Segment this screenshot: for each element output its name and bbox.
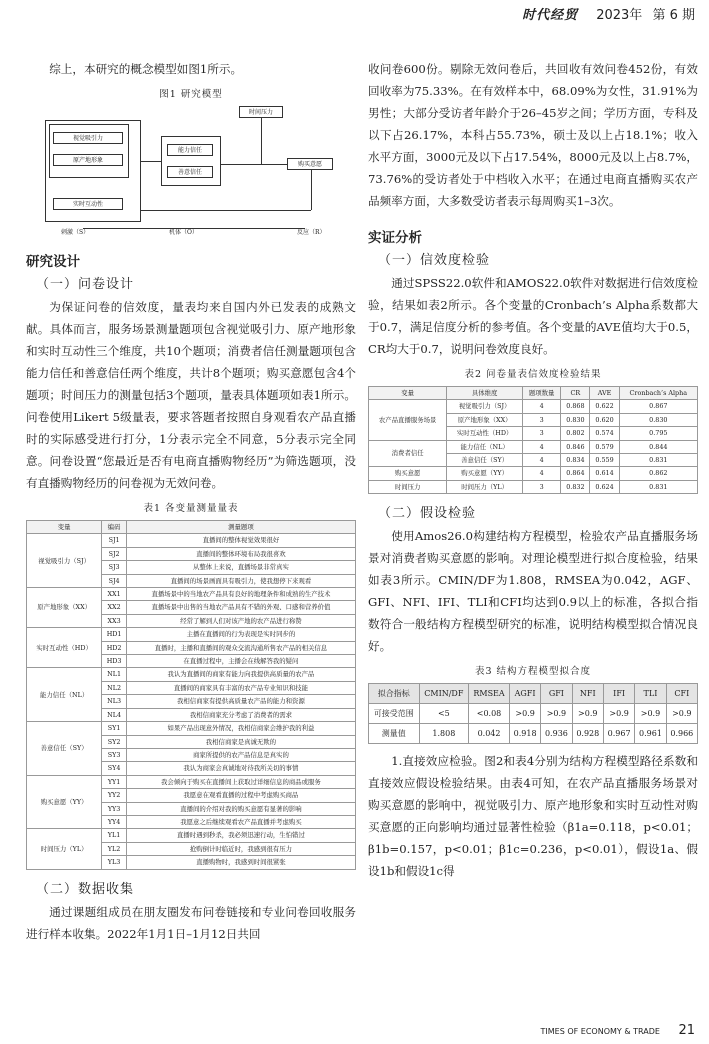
- page-number: 21: [678, 1023, 695, 1038]
- item-cell: 直播间的场景画面具有吸引力，使我想停下来观看: [126, 574, 355, 587]
- code-cell: YY4: [102, 815, 127, 828]
- variable-cell: 农产品直播服务场景: [369, 400, 447, 440]
- value-cell: 0.624: [590, 480, 619, 493]
- item-cell: 直播间的介绍对我的购买意愿有显著的影响: [126, 802, 355, 815]
- subheading-hypothesis: （二）假设检验: [378, 506, 477, 522]
- code-cell: NL2: [102, 681, 127, 694]
- visual-appeal-box: 视觉吸引力: [53, 132, 123, 144]
- code-cell: NL3: [102, 695, 127, 708]
- item-cell: 我相信商家充分考虑了消费者的需求: [126, 708, 355, 721]
- value-cell: >0.9: [635, 704, 666, 724]
- table-row: [27, 829, 356, 842]
- variable-cell: 实时互动性（HD）: [27, 628, 102, 668]
- subheading-questionnaire: （一）问卷设计: [36, 277, 135, 292]
- variable-cell: 时间压力（YL）: [27, 829, 102, 869]
- table-header-cell: CR: [561, 387, 590, 400]
- table-row: [27, 588, 356, 601]
- value-cell: 0.862: [619, 467, 697, 480]
- code-cell: SY3: [102, 748, 127, 761]
- table-header-cell: 具体维度: [447, 387, 523, 400]
- code-cell: HD1: [102, 628, 127, 641]
- running-header: [522, 4, 695, 23]
- table-header-cell: 拟合指标: [369, 684, 420, 704]
- sample-paragraph: 收问卷600份。剔除无效问卷后，共回收有效问卷452份，有效回收率为75.33%。在有效样本中，68.09%为女性，31.91%为男性；大部分受访者年龄介于26–45岁之间；学历方面，专科及以下占26.17%，本科占55.73%，硕士及以上占18.1%；收入水平方面，3000元及以下占17.54%，8000元及以上占8.7%，73.76%的受访者处于中档收入水平；在通过电商直播购买农产品频率方面，大多数受访者表示每周购买1–3次。: [368, 62, 698, 208]
- code-cell: SJ3: [102, 561, 127, 574]
- left-column: [26, 58, 356, 945]
- table-header-cell: AVE: [590, 387, 619, 400]
- value-cell: 0.868: [561, 400, 590, 413]
- table-header-cell: 编码: [102, 521, 127, 534]
- time-pressure-box: 时间压力: [239, 106, 283, 118]
- item-cell: 如果产品出现意外情况，我相信商家会维护我的利益: [126, 722, 355, 735]
- code-cell: SJ2: [102, 547, 127, 560]
- table2-caption: 表2 问卷量表信效度检验结果: [464, 369, 602, 380]
- table-header-cell: 题项数量: [523, 387, 561, 400]
- item-cell: 直播场景中的当地农产品具有良好的地理条件和成熟的生产技术: [126, 588, 355, 601]
- item-cell: 主播在直播间的行为表现是实时同步的: [126, 628, 355, 641]
- table-header-cell: CMIN/DF: [419, 684, 469, 704]
- variable-cell: 时间压力: [369, 480, 447, 493]
- footer-journal-en: TIMES OF ECONOMY & TRADE: [540, 1027, 660, 1036]
- code-cell: YL3: [102, 856, 127, 869]
- table-row: [369, 480, 698, 493]
- validity-paragraph: 通过SPSS22.0软件和AMOS22.0软件对数据进行信效度检验，结果如表2所示。各个变量的Cronbach’s Alpha系数都大于0.7，满足信度分析的参考值。各个变量的AVE值均大于0.5，CR均大于0.7，说明问卷效度良好。: [368, 276, 698, 356]
- table-row: [27, 628, 356, 641]
- value-cell: 3: [523, 413, 561, 426]
- value-cell: 0.830: [619, 413, 697, 426]
- direct-effect-paragraph: 1.直接效应检验。图2和表4分别为结构方程模型路径系数和直接效应假设检验结果。由表4可知，在农产品直播服务场景对购买意愿的影响中，视觉吸引力、原产地形象和实时互动性对购买意愿的正向影响均通过显著性检验（β1a=0.118，p<0.01；β1b=0.157，p<0.01；β1c=0.236，p<0.01），假设1a、假设1b和假设1c得: [368, 754, 698, 879]
- value-cell: 0.559: [590, 454, 619, 467]
- item-cell: 商家所提供的农产品信息是真实的: [126, 748, 355, 761]
- table-header-cell: NFI: [572, 684, 603, 704]
- value-cell: 0.620: [590, 413, 619, 426]
- value-cell: 0.622: [590, 400, 619, 413]
- table-row: [369, 400, 698, 413]
- code-cell: XX1: [102, 588, 127, 601]
- variable-cell: 原产地形象（XX）: [27, 588, 102, 628]
- table3-caption: 表3 结构方程模型拟合度: [474, 666, 592, 678]
- value-cell: 可接受范围: [369, 704, 420, 724]
- value-cell: 0.802: [561, 427, 590, 440]
- item-cell: 直播场景中出售的当地农产品具有不错的外观、口感和营养价值: [126, 601, 355, 614]
- value-cell: 测量值: [369, 724, 420, 744]
- variable-cell: 善意信任（SY）: [27, 722, 102, 776]
- value-cell: 4: [523, 440, 561, 453]
- data-collection-paragraph: 通过课题组成员在朋友圈发布问卷链接和专业问卷回收服务进行样本收集。2022年1月1日–1月12日共回: [26, 904, 356, 941]
- code-cell: SJ4: [102, 574, 127, 587]
- table-header-cell: 测量题项: [126, 521, 355, 534]
- stimulus-label: 刺激（S）: [61, 229, 90, 236]
- figure1-caption: 图1 研究模型: [159, 89, 223, 100]
- value-cell: 4: [523, 467, 561, 480]
- table-header-cell: CFI: [666, 684, 697, 704]
- item-cell: 直播时遇到秒杀，我必须迅速行动，生怕错过: [126, 829, 355, 842]
- table2-reliability: [368, 386, 698, 494]
- value-cell: 0.831: [619, 480, 697, 493]
- subheading-validity: （一）信效度检验: [378, 253, 491, 268]
- item-cell: 抢购倒计时临近时，我感到很有压力: [126, 842, 355, 855]
- value-cell: >0.9: [572, 704, 603, 724]
- questionnaire-paragraph: 为保证问卷的信效度，量表均来自国内外已发表的成熟文献。具体而言，服务场景测量题项包含视觉吸引力、原产地形象和实时互动性三个维度，共10个题项；消费者信任测量题项包含能力信任和善意信任两个维度，共计8个题项；购买意愿包含4个题项；时间压力的测量包括3个题项，量表具体题项如表1所示。问卷使用Likert 5级量表，要求答题者按照自身观看农产品直播时的实际感受进行打分，1分表示完全不同意，5分表示完全同意。问卷设置“您最近是否有电商直播购物经历”为筛选题项，没有直播购物经历的问卷视为无效问卷。: [26, 300, 356, 490]
- code-cell: XX2: [102, 601, 127, 614]
- value-cell: 0.928: [572, 724, 603, 744]
- table-row: [369, 467, 698, 480]
- value-cell: 实时互动性（HD）: [447, 427, 523, 440]
- code-cell: SY1: [102, 722, 127, 735]
- variable-cell: 消费者信任: [369, 440, 447, 467]
- value-cell: 0.795: [619, 427, 697, 440]
- code-cell: SJ1: [102, 534, 127, 547]
- item-cell: 我愿意在观看直播的过程中考虑购买商品: [126, 789, 355, 802]
- value-cell: 0.864: [561, 467, 590, 480]
- value-cell: 0.966: [666, 724, 697, 744]
- ability-trust-box: 能力信任: [167, 144, 213, 156]
- variable-cell: 购买意愿: [369, 467, 447, 480]
- table-row: [369, 440, 698, 453]
- table-header-cell: GFI: [541, 684, 572, 704]
- code-cell: YY3: [102, 802, 127, 815]
- value-cell: 4: [523, 400, 561, 413]
- table-header-cell: RMSEA: [469, 684, 510, 704]
- value-cell: 0.961: [635, 724, 666, 744]
- value-cell: 3: [523, 480, 561, 493]
- hypothesis-paragraph: 使用Amos26.0构建结构方程模型，检验农产品直播服务场景对消费者购买意愿的影响。对理论模型进行拟合度检验，结果如表3所示。CMIN/DF为1.808，RMSEA为0.042，AGF、GFI、NFI、IFI、TLI和CFI均达到0.9以上的标准，各拟合指数符合一般结构方程模型研究的标准，说明结构模型拟合情况良好。: [368, 529, 698, 654]
- code-cell: SY4: [102, 762, 127, 775]
- page-footer: [541, 1023, 696, 1038]
- value-cell: 原产地形象（XX）: [447, 413, 523, 426]
- item-cell: 我愿意之后继续观看农产品直播并考虑购买: [126, 815, 355, 828]
- value-cell: 0.936: [541, 724, 572, 744]
- value-cell: 0.867: [619, 400, 697, 413]
- table-row: [27, 534, 356, 547]
- value-cell: 时间压力（YL）: [447, 480, 523, 493]
- value-cell: <5: [419, 704, 469, 724]
- table-row: [27, 722, 356, 735]
- value-cell: 0.967: [603, 724, 634, 744]
- item-cell: 我会倾向于购买在直播间上获取过详细信息的商品或服务: [126, 775, 355, 788]
- value-cell: 0.830: [561, 413, 590, 426]
- table-header-cell: TLI: [635, 684, 666, 704]
- value-cell: 视觉吸引力（SJ）: [447, 400, 523, 413]
- response-label: 反应（R）: [297, 229, 326, 236]
- item-cell: 从整体上来说，直播场景非常真实: [126, 561, 355, 574]
- table-row: [27, 668, 356, 681]
- variable-cell: 购买意愿（YY）: [27, 775, 102, 829]
- table-header-cell: 变量: [27, 521, 102, 534]
- variable-cell: 视觉吸引力（SJ）: [27, 534, 102, 588]
- value-cell: 1.808: [419, 724, 469, 744]
- value-cell: >0.9: [541, 704, 572, 724]
- subheading-data-collection: （二）数据收集: [36, 881, 135, 897]
- origin-image-box: 原产地形象: [53, 154, 123, 166]
- item-cell: 我相信商家有提供高质量农产品的能力和资源: [126, 695, 355, 708]
- item-cell: 直播间的商家具有丰富的农产品专业知识和技能: [126, 681, 355, 694]
- value-cell: >0.9: [603, 704, 634, 724]
- value-cell: >0.9: [509, 704, 540, 724]
- item-cell: 直播间的整体视觉效果很好: [126, 534, 355, 547]
- item-cell: 直播间的整体环境布局我很喜欢: [126, 547, 355, 560]
- table-header-cell: AGFI: [509, 684, 540, 704]
- code-cell: HD3: [102, 655, 127, 668]
- section-heading-analysis: 实证分析: [368, 230, 422, 246]
- value-cell: 0.832: [561, 480, 590, 493]
- research-model-figure: [43, 106, 339, 236]
- table-row: [27, 775, 356, 788]
- code-cell: HD2: [102, 641, 127, 654]
- goodwill-trust-box: 善意信任: [167, 166, 213, 178]
- issue: 第 6 期: [652, 8, 695, 23]
- value-cell: 0.579: [590, 440, 619, 453]
- table3-model-fit: [368, 683, 698, 744]
- interactivity-box: 实时互动性: [53, 198, 123, 210]
- value-cell: 0.918: [509, 724, 540, 744]
- value-cell: 0.846: [561, 440, 590, 453]
- value-cell: 4: [523, 454, 561, 467]
- intro-text: 综上，本研究的概念模型如图1所示。: [49, 62, 243, 76]
- variable-cell: 能力信任（NL）: [27, 668, 102, 722]
- value-cell: 0.834: [561, 454, 590, 467]
- item-cell: 我认为直播间的商家有能力向我提供高质量的农产品: [126, 668, 355, 681]
- table-row: [369, 704, 698, 724]
- value-cell: 0.831: [619, 454, 697, 467]
- section-heading-design: 研究设计: [26, 254, 80, 270]
- code-cell: SY2: [102, 735, 127, 748]
- code-cell: XX3: [102, 614, 127, 627]
- table-header-cell: IFI: [603, 684, 634, 704]
- value-cell: >0.9: [666, 704, 697, 724]
- value-cell: 购买意愿（YY）: [447, 467, 523, 480]
- code-cell: YY1: [102, 775, 127, 788]
- table-row: [369, 724, 698, 744]
- code-cell: NL1: [102, 668, 127, 681]
- item-cell: 直播时，主播和直播间的观众交流沟通所售农产品的相关信息: [126, 641, 355, 654]
- value-cell: 0.574: [590, 427, 619, 440]
- value-cell: 能力信任（NL）: [447, 440, 523, 453]
- code-cell: YL2: [102, 842, 127, 855]
- code-cell: YY2: [102, 789, 127, 802]
- item-cell: 我认为商家会真诚地对待我所关切的事情: [126, 762, 355, 775]
- table-header-cell: 变量: [369, 387, 447, 400]
- table1-caption: 表1 各变量测量量表: [143, 503, 239, 514]
- magazine-name: 时代经贸: [522, 8, 579, 23]
- value-cell: 善意信任（SY）: [447, 454, 523, 467]
- item-cell: 直播购物时，我感到时间很紧张: [126, 856, 355, 869]
- organism-label: 机体（O）: [169, 229, 198, 236]
- item-cell: 在直播过程中，主播会在线解答我的疑问: [126, 655, 355, 668]
- value-cell: 0.844: [619, 440, 697, 453]
- value-cell: 0.042: [469, 724, 510, 744]
- code-cell: YL1: [102, 829, 127, 842]
- year: 2023年: [596, 8, 643, 23]
- code-cell: NL4: [102, 708, 127, 721]
- right-column: [368, 58, 698, 882]
- table1-measurement-scale: [26, 520, 356, 870]
- value-cell: 0.614: [590, 467, 619, 480]
- value-cell: 3: [523, 427, 561, 440]
- item-cell: 经常了解到人们对该产地的农产品进行称赞: [126, 614, 355, 627]
- table-header-cell: Cronbach’s Alpha: [619, 387, 697, 400]
- item-cell: 我相信商家是真诚无欺的: [126, 735, 355, 748]
- value-cell: <0.08: [469, 704, 510, 724]
- purchase-intent-box: 购买意愿: [287, 158, 333, 170]
